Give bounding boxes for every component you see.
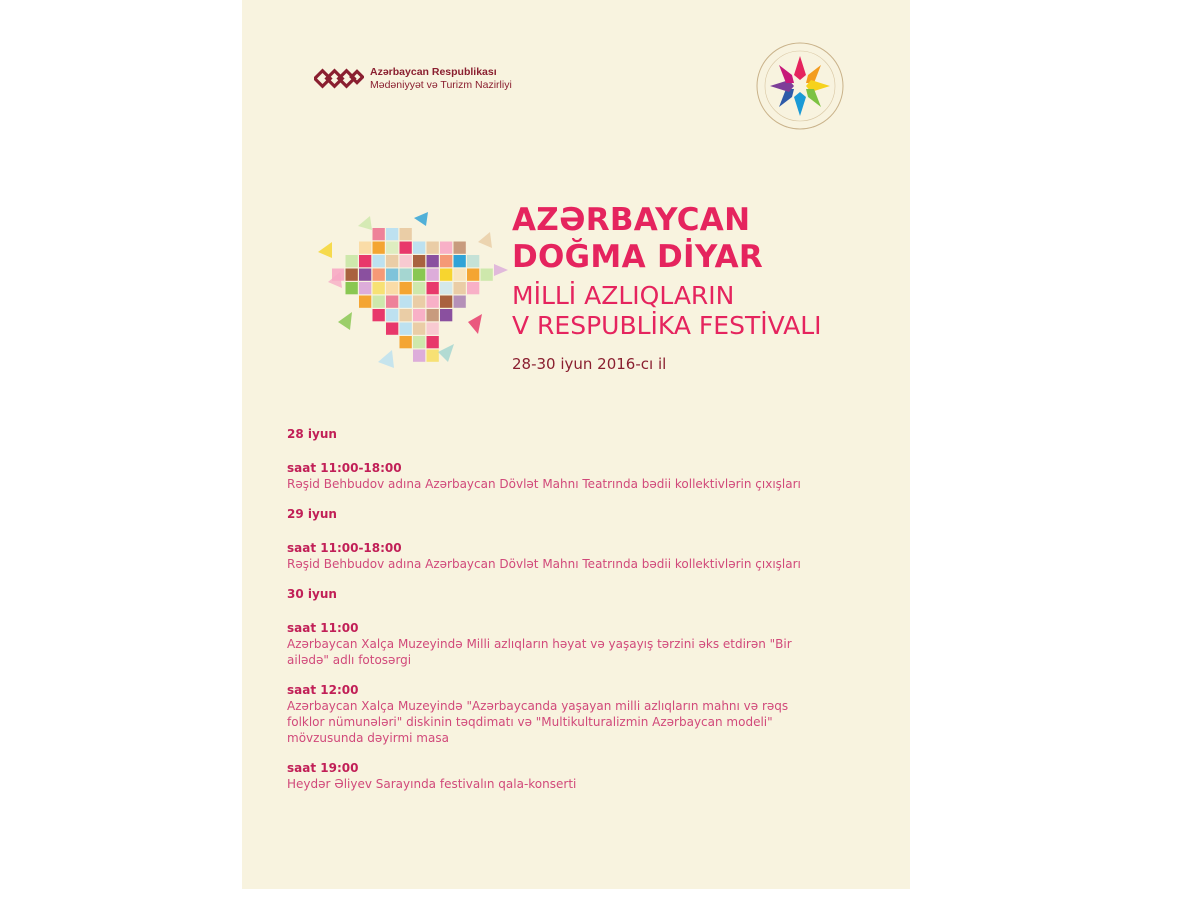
mosaic-tile bbox=[386, 282, 398, 294]
mosaic-tile bbox=[440, 282, 452, 294]
mosaic-tile bbox=[359, 296, 371, 308]
schedule-event bbox=[287, 682, 847, 746]
schedule-event bbox=[287, 760, 847, 792]
mosaic-tile bbox=[400, 336, 412, 348]
mosaic-tile bbox=[413, 323, 425, 335]
event-description: Heydər Əliyev Sarayında festivalın qala-konserti bbox=[287, 777, 577, 791]
mosaic-triangle bbox=[378, 350, 394, 368]
mosaic-tile bbox=[346, 255, 358, 267]
mosaic-tile bbox=[440, 269, 452, 281]
mosaic-tile bbox=[386, 255, 398, 267]
mosaic-tile bbox=[346, 269, 358, 281]
title-line-1: AZƏRBAYCAN bbox=[512, 202, 751, 238]
mosaic-tile bbox=[373, 242, 385, 254]
mosaic-triangle bbox=[318, 242, 332, 258]
mosaic-tile bbox=[359, 255, 371, 267]
mosaic-tile bbox=[386, 296, 398, 308]
mosaic-tile bbox=[373, 255, 385, 267]
event-description: Rəşid Behbudov adına Azərbaycan Dövlət Mahnı Teatrında bədii kollektivlərin çıxışları bbox=[287, 557, 801, 571]
mosaic-tile bbox=[427, 309, 439, 321]
mosaic-tile bbox=[440, 296, 452, 308]
mosaic-tile bbox=[400, 269, 412, 281]
mosaic-triangle bbox=[494, 264, 508, 276]
mosaic-tile bbox=[440, 255, 452, 267]
event-time: saat 11:00-18:00 bbox=[287, 461, 402, 475]
mosaic-tile bbox=[386, 242, 398, 254]
day-heading: 28 iyun bbox=[287, 427, 337, 441]
mosaic-tile bbox=[346, 282, 358, 294]
mosaic-tile bbox=[427, 255, 439, 267]
mosaic-tile bbox=[454, 282, 466, 294]
mosaic-triangle bbox=[468, 314, 482, 334]
mosaic-tile bbox=[413, 309, 425, 321]
mosaic-tile bbox=[386, 323, 398, 335]
mosaic-tile bbox=[413, 296, 425, 308]
event-time: saat 11:00-18:00 bbox=[287, 541, 402, 555]
mosaic-tile bbox=[454, 269, 466, 281]
ministry-name-line2: Mədəniyyət və Turizm Nazirliyi bbox=[370, 79, 512, 91]
mosaic-tile bbox=[427, 282, 439, 294]
mosaic-tile bbox=[359, 282, 371, 294]
schedule-event bbox=[287, 460, 847, 492]
mosaic-tile bbox=[427, 242, 439, 254]
mosaic-tile bbox=[413, 242, 425, 254]
mosaic-tile bbox=[400, 255, 412, 267]
mosaic-triangle bbox=[414, 212, 428, 226]
mosaic-triangle bbox=[478, 232, 492, 248]
schedule-event bbox=[287, 540, 847, 572]
day-heading: 29 iyun bbox=[287, 507, 337, 521]
eight-point-star-icon bbox=[770, 56, 830, 116]
mosaic-tile bbox=[386, 269, 398, 281]
mosaic-tile bbox=[467, 255, 479, 267]
mosaic-tile bbox=[400, 228, 412, 240]
mosaic-tile bbox=[427, 350, 439, 362]
day-heading: 30 iyun bbox=[287, 587, 337, 601]
mosaic-tile bbox=[373, 282, 385, 294]
mosaic-tile bbox=[427, 323, 439, 335]
mosaic-tile bbox=[413, 255, 425, 267]
mosaic-triangle bbox=[438, 344, 454, 362]
mosaic-tile bbox=[400, 323, 412, 335]
mosaic-tile bbox=[427, 296, 439, 308]
festival-dates: 28-30 iyun 2016-cı il bbox=[512, 355, 667, 373]
azerbaijan-map-mosaic bbox=[318, 212, 508, 370]
title-line-4: V RESPUBLİKA FESTİVALI bbox=[512, 311, 822, 340]
event-description: Azərbaycan Xalça Muzeyində Milli azlıqların həyat və yaşayış tərzini əks etdirən "Bir ailədə" adlı fotosərgi bbox=[287, 637, 792, 667]
ministry-name-line1: Azərbaycan Respublikası bbox=[370, 66, 497, 78]
schedule-event bbox=[287, 620, 847, 668]
mosaic-tile bbox=[467, 269, 479, 281]
festival-poster bbox=[242, 0, 910, 889]
mosaic-tile bbox=[440, 309, 452, 321]
event-description: Azərbaycan Xalça Muzeyində "Azərbaycanda yaşayan milli azlıqların mahnı və rəqs folklor nümunələri" diskinin təqdimatı və "Multikulturalizmin Azərbaycan modeli" mövzusunda dəyirmi masa bbox=[287, 699, 789, 745]
mosaic-tile bbox=[359, 269, 371, 281]
schedule-day bbox=[287, 586, 847, 792]
mosaic-tile bbox=[400, 296, 412, 308]
ministry-emblem-icon bbox=[314, 63, 364, 95]
mosaic-tile bbox=[454, 255, 466, 267]
mosaic-triangle bbox=[338, 312, 352, 330]
title-line-2: DOĞMA DİYAR bbox=[512, 239, 764, 275]
schedule-day bbox=[287, 426, 847, 492]
mosaic-tile bbox=[454, 296, 466, 308]
event-description: Rəşid Behbudov adına Azərbaycan Dövlət Mahnı Teatrında bədii kollektivlərin çıxışları bbox=[287, 477, 801, 491]
mosaic-tile bbox=[386, 309, 398, 321]
schedule-day bbox=[287, 506, 847, 572]
mosaic-tile bbox=[413, 336, 425, 348]
ministry-name bbox=[370, 66, 512, 92]
mosaic-tile bbox=[359, 242, 371, 254]
mosaic-tile bbox=[373, 269, 385, 281]
festival-title-block bbox=[512, 202, 892, 373]
mosaic-tile bbox=[400, 282, 412, 294]
mosaic-tile bbox=[427, 336, 439, 348]
mosaic-tile bbox=[454, 242, 466, 254]
mosaic-tile bbox=[373, 296, 385, 308]
mosaic-tile bbox=[467, 282, 479, 294]
mosaic-tile bbox=[400, 242, 412, 254]
mosaic-tile bbox=[427, 269, 439, 281]
mosaic-tile bbox=[413, 282, 425, 294]
mosaic-tile bbox=[440, 242, 452, 254]
festival-schedule bbox=[287, 426, 847, 806]
mosaic-tile bbox=[373, 309, 385, 321]
mosaic-tile bbox=[413, 269, 425, 281]
festival-seal-logo bbox=[754, 40, 846, 132]
event-time: saat 11:00 bbox=[287, 621, 359, 635]
event-time: saat 12:00 bbox=[287, 683, 359, 697]
title-line-3: MİLLİ AZLIQLARIN bbox=[512, 281, 735, 310]
mosaic-triangle bbox=[358, 216, 372, 230]
ministry-logo bbox=[314, 63, 512, 95]
mosaic-tile bbox=[481, 269, 493, 281]
mosaic-tile bbox=[400, 309, 412, 321]
event-time: saat 19:00 bbox=[287, 761, 359, 775]
mosaic-tile bbox=[386, 228, 398, 240]
mosaic-tile bbox=[373, 228, 385, 240]
mosaic-tile bbox=[413, 350, 425, 362]
